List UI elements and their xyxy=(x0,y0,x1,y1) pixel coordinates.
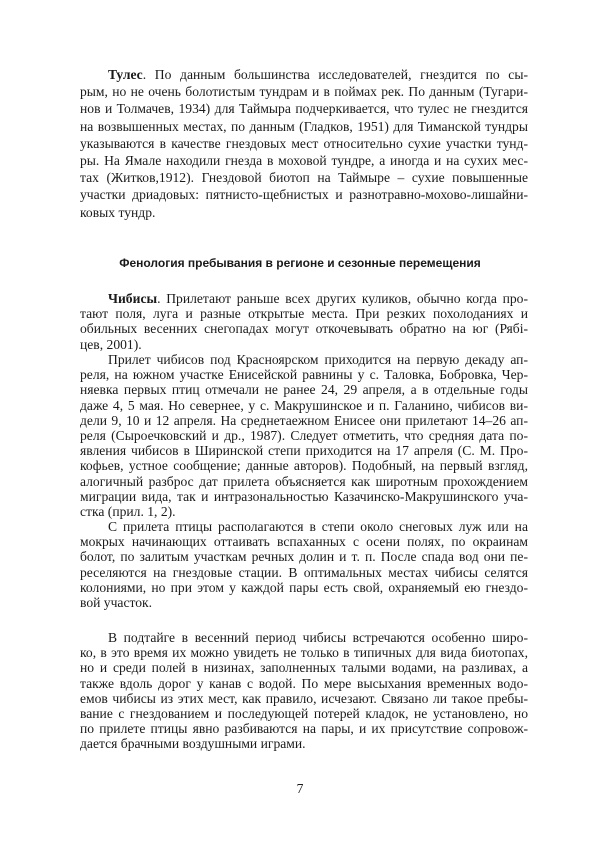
text-line xyxy=(80,169,528,186)
line-text: няевка первых птиц отмечали не ранее 24, 29 апреля, а в отдельные годы xyxy=(80,382,528,398)
line-text: дели 9, 10 и 12 апреля. На среднетаежном Енисее они прилетают 14–26 ап- xyxy=(80,412,528,428)
text-line xyxy=(80,630,528,645)
line-text: но и среди полей в низинах, заполненных талыми водами, на разливах, а xyxy=(80,660,528,676)
text-line xyxy=(80,337,528,352)
text-line xyxy=(80,398,528,413)
line-text: В подтайге в весенний период чибисы встречаются особенно широ- xyxy=(108,630,528,645)
line-text: алогичный разброс дат прилета объясняется как широтным прохождением xyxy=(80,473,528,489)
text-line xyxy=(80,186,528,203)
line-text: ко, в это время их можно увидеть не только в типичных для вида биотопах, xyxy=(80,645,528,661)
paragraph-habitat-after-arrival xyxy=(80,519,528,610)
text-line xyxy=(80,321,528,336)
text-line xyxy=(80,152,528,169)
text-line xyxy=(80,428,528,443)
line-text: тают поля, луга и разные открытые места. При резких похолоданиях и xyxy=(80,306,528,322)
text-line xyxy=(80,565,528,580)
line-text: стка (прил. 1, 2). xyxy=(80,503,176,519)
text-line xyxy=(80,66,528,83)
text-line xyxy=(80,204,528,221)
species-name: Чибисы xyxy=(108,291,158,306)
text-line xyxy=(80,291,528,306)
line-text: реля, на южном участке Енисейской равнины у с. Таловка, Бобровка, Чер- xyxy=(80,367,528,383)
line-text: на возвышенных местах, по данным (Гладков, 1951) для Тиманской тундры xyxy=(80,118,528,134)
line-text: болот, по залитым участкам речных долин и т. п. После спада вод они пе- xyxy=(80,549,528,565)
line-text: емов чибисы из этих мест, как правило, исчезают. Связано ли такое пребы- xyxy=(80,690,528,706)
text-line xyxy=(80,706,528,721)
line-text: нов и Толмачев, 1934) для Таймыра подчеркивается, что тулес не гнездится xyxy=(80,101,528,117)
text-line xyxy=(80,306,528,321)
text-line xyxy=(80,660,528,675)
line-text: участки дриадовых: пятнисто-щебнистых и разнотравно-мохово-лишайни- xyxy=(80,187,528,203)
text-line xyxy=(80,504,528,519)
text-line xyxy=(80,382,528,397)
line-text: вание с гнездованием и последующей потерей кладок, не установлено, но xyxy=(80,705,528,721)
text-line xyxy=(80,413,528,428)
line-text: указываются в качестве гнездовых мест относительно сухие участки тунд- xyxy=(80,135,528,151)
line-text: реля (Сыроечковский и др., 1987). Следует отметить, что средняя дата по- xyxy=(80,427,528,443)
line-text: вой участок. xyxy=(80,594,153,610)
text-line xyxy=(80,489,528,504)
section-heading: Фенология пребывания в регионе и сезонные перемещения xyxy=(119,256,481,270)
text-line xyxy=(80,83,528,100)
text-line xyxy=(80,474,528,489)
paragraph-subtaiga xyxy=(80,630,528,752)
species-name: Тулес xyxy=(108,67,143,82)
text-line xyxy=(80,458,528,473)
text-line xyxy=(80,352,528,367)
line-text: обильных весенних снегопадах могут откочевывать обратно на юг (Рябi- xyxy=(80,321,528,337)
text-line xyxy=(80,736,528,751)
paragraph-krasnoyarsk-arrival xyxy=(80,352,528,519)
line-text: Прилет чибисов под Красноярском приходится на первую декаду ап- xyxy=(108,352,528,367)
line-text: дается брачными воздушными играми. xyxy=(80,736,306,752)
line-text: также вдоль дорог у канав с водой. По мере высыхания временных водо- xyxy=(80,675,528,691)
text-line xyxy=(80,676,528,691)
line-text: даже 4, 5 мая. Но севернее, у с. Макрушинское и п. Галанино, чибисов ви- xyxy=(80,397,528,413)
line-text: колониями, но при этом у каждой пары есть свой, охраняемый ею гнездо- xyxy=(80,579,528,595)
line-text: мокрых начинающих оттаивать вспаханных с осени полях, по окраинам xyxy=(80,534,528,550)
text-line xyxy=(80,691,528,706)
text-line xyxy=(80,443,528,458)
line-text: миграции вида, так и интразональностью Казачинско-Макрушинского уча- xyxy=(80,488,528,504)
paragraph-chibisy-arrival xyxy=(80,291,528,352)
text-line xyxy=(80,549,528,564)
line-text: ры. На Ямале находили гнезда в моховой тундре, а иногда и на сухих мес- xyxy=(80,152,528,168)
line-text: реселяются на гнездовые стации. В оптимальных местах чибисы селятся xyxy=(80,564,528,580)
line-text: явления чибисов в Ширинской степи приходится на 17 апреля (С. М. Про- xyxy=(80,443,528,459)
text-line xyxy=(80,100,528,117)
text-line xyxy=(80,645,528,660)
text-line xyxy=(80,595,528,610)
line-text: С прилета птицы располагаются в степи около снеговых луж или на xyxy=(108,519,528,534)
line-text: кофьев, устное сообщение; данные авторов). Подобный, на первый взгляд, xyxy=(80,458,528,474)
text-line xyxy=(80,135,528,152)
paragraph-tules xyxy=(80,66,528,221)
text-line xyxy=(80,721,528,736)
page-number: 7 xyxy=(296,781,304,796)
text-line xyxy=(80,580,528,595)
line-text: ковых тундр. xyxy=(80,204,156,220)
text-line xyxy=(80,118,528,135)
line-text: . Прилетают раньше всех других куликов, обычно когда про- xyxy=(157,291,528,306)
text-line xyxy=(80,519,528,534)
line-text: . По данным большинства исследователей, гнездится по сы- xyxy=(142,67,528,82)
line-text: рым, но не очень болотистым тундрам и в поймах рек. По данным (Тугари- xyxy=(80,84,528,100)
text-line xyxy=(80,367,528,382)
line-text: тах (Житков,1912). Гнездовой биотоп на Таймыре – сухие повышенные xyxy=(80,170,528,186)
text-line xyxy=(80,534,528,549)
line-text: цев, 2001). xyxy=(80,336,142,352)
line-text: по прилете птицы явно разбиваются на пары, и их присутствие сопровож- xyxy=(80,721,528,737)
